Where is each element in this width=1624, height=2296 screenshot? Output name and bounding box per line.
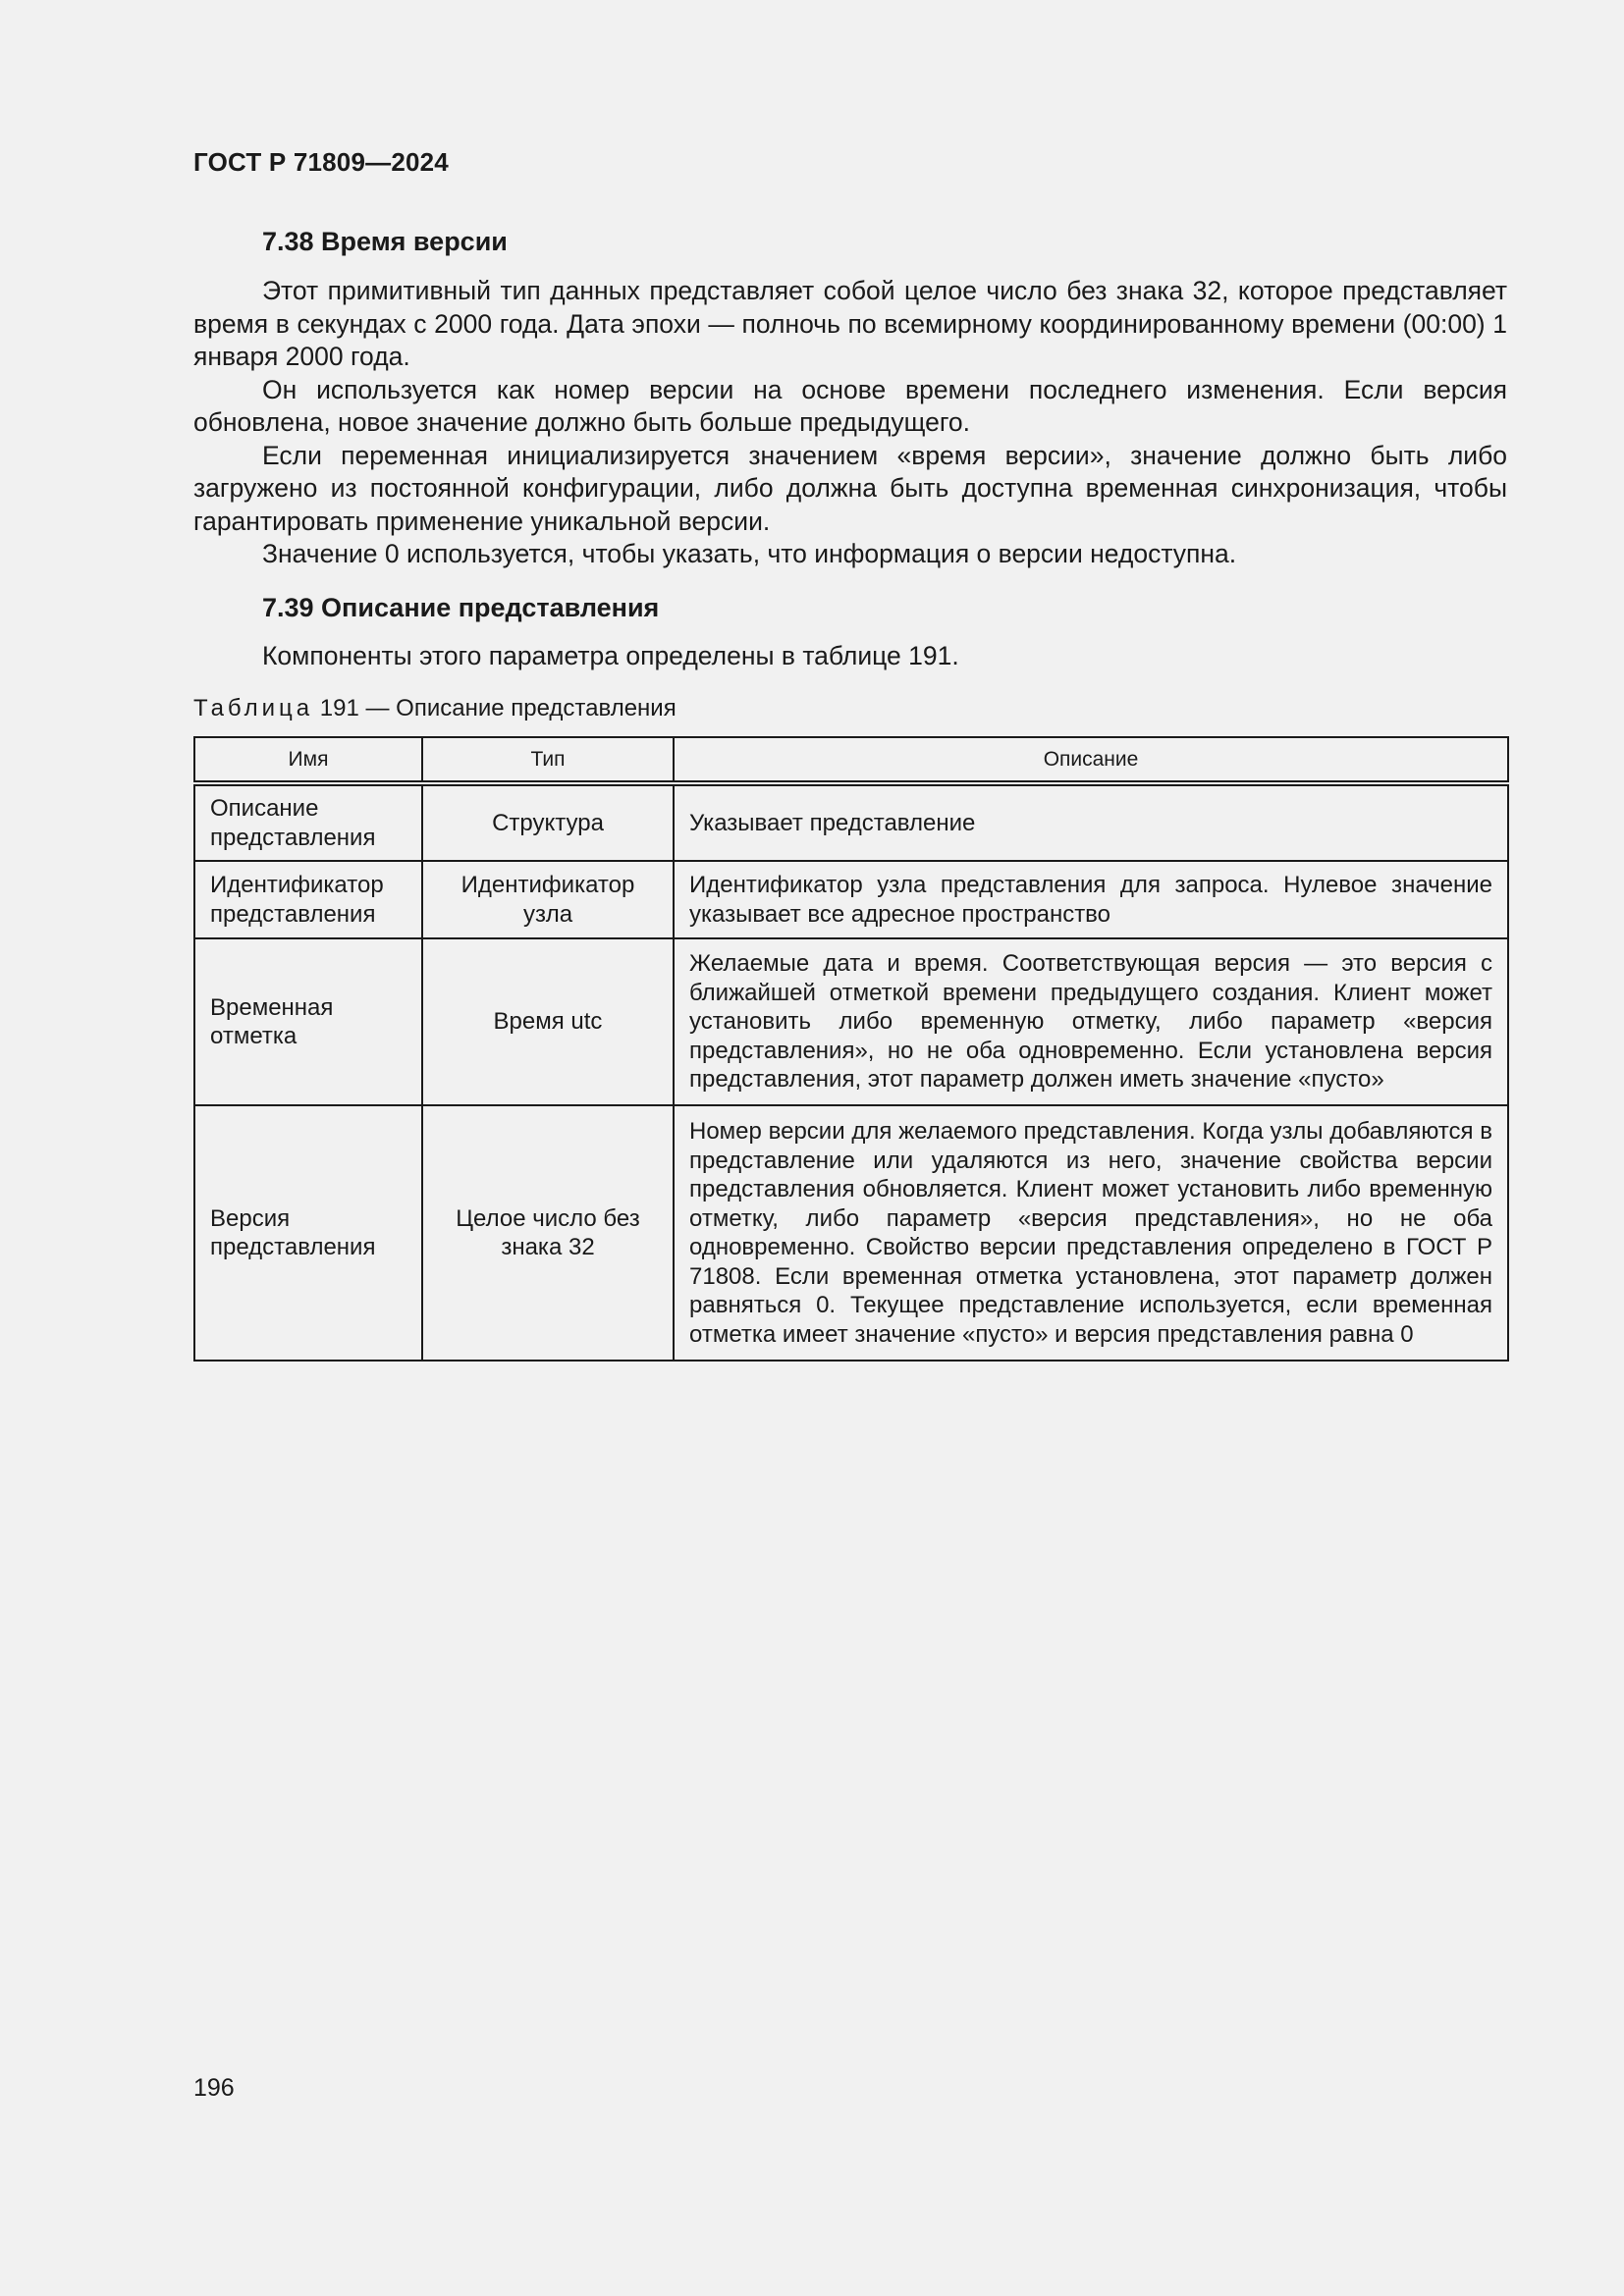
paragraph: Значение 0 используется, чтобы указать, что информация о версии недоступна. [262,539,1237,568]
table-row [194,861,1508,938]
cell-name: Временная отметка [194,938,422,1105]
cell-type: Целое число без знака 32 [422,1105,674,1361]
cell-type: Идентификатор узла [422,861,674,938]
column-header-description: Описание [674,737,1508,783]
cell-name: Описание представления [194,783,422,861]
cell-description: Идентификатор узла представления для запроса. Нулевое значение указывает все адресное пространство [674,861,1508,938]
paragraph: Этот примитивный тип данных представляет собой целое число без знака 32, которое представляет время в секундах с 2000 года. Дата эпохи — полночь по всемирному координированному времени (00:00) 1 января 2000 года. [193,276,1507,371]
cell-type: Время utc [422,938,674,1105]
column-header-type: Тип [422,737,674,783]
section-heading-7-38: 7.38 Время версии [262,227,508,256]
table-row [194,783,1508,861]
table-caption-label: Таблица [193,695,314,721]
paragraph: Компоненты этого параметра определены в таблице 191. [262,641,959,670]
section-body-7-38 [193,275,1507,571]
cell-name: Идентификатор представления [194,861,422,938]
table-row [194,938,1508,1105]
table-header-row [194,737,1508,783]
section-body-7-39 [193,640,1507,673]
paragraph: Если переменная инициализируется значением «время версии», значение должно быть либо загружено из постоянной конфигурации, либо должна быть доступна временная синхронизация, чтобы гарантировать применение уникальной версии. [193,440,1507,536]
paragraph: Он используется как номер версии на основе времени последнего изменения. Если версия обновлена, новое значение должно быть больше предыдущего. [193,374,1507,437]
cell-name: Версия представления [194,1105,422,1361]
cell-type: Структура [422,783,674,861]
description-table [193,736,1509,1362]
column-header-name: Имя [194,737,422,783]
page-number: 196 [193,2074,235,2102]
cell-description: Желаемые дата и время. Соответствующая версия — это версия с ближайшей отметкой времени предыдущего создания. Клиент может установить либо временную отметку, либо параметр «версия представления», но не оба одновременно. Если установлена версия представления, этот параметр должен иметь значение «пусто» [674,938,1508,1105]
table-caption [193,695,677,722]
table-row [194,1105,1508,1361]
cell-description: Номер версии для желаемого представления. Когда узлы добавляются в представление или удаляются из него, значение свойства версии представления обновляется. Клиент может установить либо временную отметку, либо параметр «версия представления», но не оба одновременно. Свойство версии представления определено в ГОСТ Р 71808. Если временная отметка установлена, этот параметр должен равняться 0. Текущее представление используется, если временная отметка имеет значение «пусто» и версия представления равна 0 [674,1105,1508,1361]
document-header: ГОСТ Р 71809—2024 [193,147,449,177]
cell-description: Указывает представление [674,783,1508,861]
section-heading-7-39: 7.39 Описание представления [262,593,660,622]
table-caption-title: 191 — Описание представления [319,695,677,721]
